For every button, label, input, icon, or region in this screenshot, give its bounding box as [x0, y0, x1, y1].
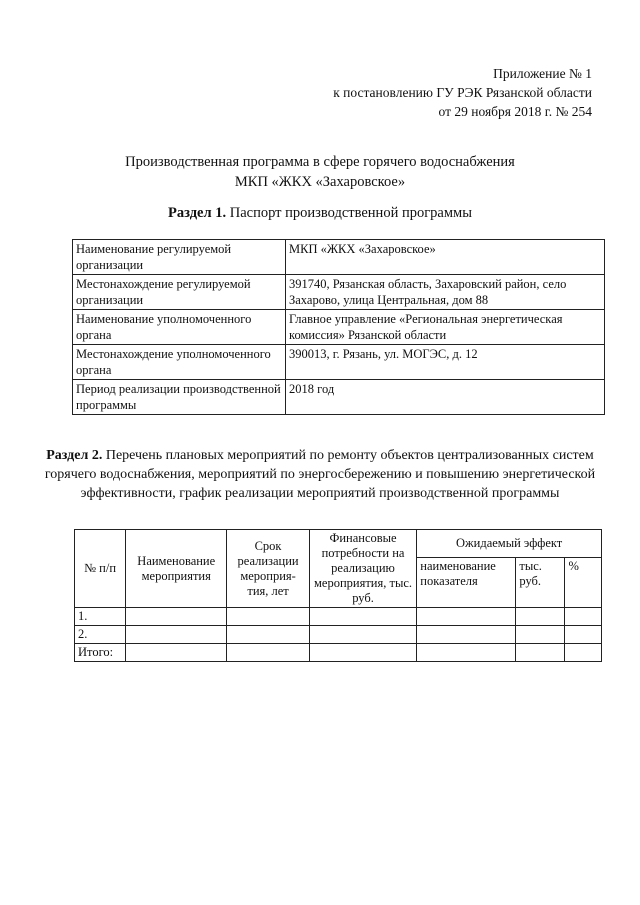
- row-label: 2.: [75, 626, 126, 644]
- annex-line-3: от 29 ноября 2018 г. № 254: [438, 104, 592, 119]
- header-effect: Ожидаемый эффект: [417, 530, 602, 558]
- passport-value: 390013, г. Рязань, ул. МОГЭС, д. 12: [286, 345, 605, 380]
- passport-value: Главное управление «Региональная энергетическая комиссия» Рязанской области: [286, 310, 605, 345]
- annex-block: [333, 64, 592, 121]
- passport-key: Наименование регулируемой организации: [73, 240, 286, 275]
- section-2-label: Раздел 2.: [46, 448, 103, 463]
- passport-value: 391740, Рязанская область, Захаровский район, село Захарово, улица Центральная, дом 88: [286, 275, 605, 310]
- passport-key: Местонахождение регулируемой организации: [73, 275, 286, 310]
- table-row: [75, 626, 602, 644]
- document-title: [0, 152, 640, 192]
- table-row: [73, 275, 605, 310]
- section-2-text: Перечень плановых мероприятий по ремонту объектов централизованных систем горячего водоснабжения, мероприятий по энергосбережению и повышению энергетической эффективности, график реализации мероприятий производственной программы: [44, 448, 596, 501]
- section-1-heading: [0, 205, 640, 222]
- section-1-label: Раздел 1.: [168, 205, 227, 221]
- header-rub: тыс. руб.: [516, 557, 565, 607]
- table-row: [73, 345, 605, 380]
- table-row: [73, 240, 605, 275]
- header-percent: %: [565, 557, 602, 607]
- passport-key: Период реализации производственной программы: [73, 380, 286, 415]
- row-label: 1.: [75, 608, 126, 626]
- header-indicator: наименование показателя: [417, 557, 516, 607]
- document-title-line-1: Производственная программа в сфере горячего водоснабжения: [125, 154, 515, 170]
- passport-table: [72, 239, 605, 415]
- header-finance: Финансовые потребности на реализацию мероприятия, тыс. руб.: [309, 530, 416, 608]
- header-num: № п/п: [75, 530, 126, 608]
- row-label: Итого:: [75, 644, 126, 662]
- table-header-row: [75, 530, 602, 558]
- table-row: [75, 608, 602, 626]
- passport-key: Наименование уполномоченного органа: [73, 310, 286, 345]
- annex-line-2: к постановлению ГУ РЭК Рязанской области: [333, 85, 592, 100]
- table-row: [73, 380, 605, 415]
- annex-line-1: Приложение № 1: [493, 66, 592, 81]
- plan-table: [74, 529, 602, 662]
- passport-value: МКП «ЖКХ «Захаровское»: [286, 240, 605, 275]
- header-name: Наименование мероприятия: [126, 530, 227, 608]
- section-1-text: Паспорт производственной программы: [226, 205, 472, 221]
- section-2-heading: [40, 446, 600, 503]
- header-term: Срок реализации мероприя-тия, лет: [227, 530, 309, 608]
- table-row: [73, 310, 605, 345]
- table-row: [75, 644, 602, 662]
- passport-key: Местонахождение уполномоченного органа: [73, 345, 286, 380]
- passport-value: 2018 год: [286, 380, 605, 415]
- document-title-line-2: МКП «ЖКХ «Захаровское»: [234, 174, 406, 190]
